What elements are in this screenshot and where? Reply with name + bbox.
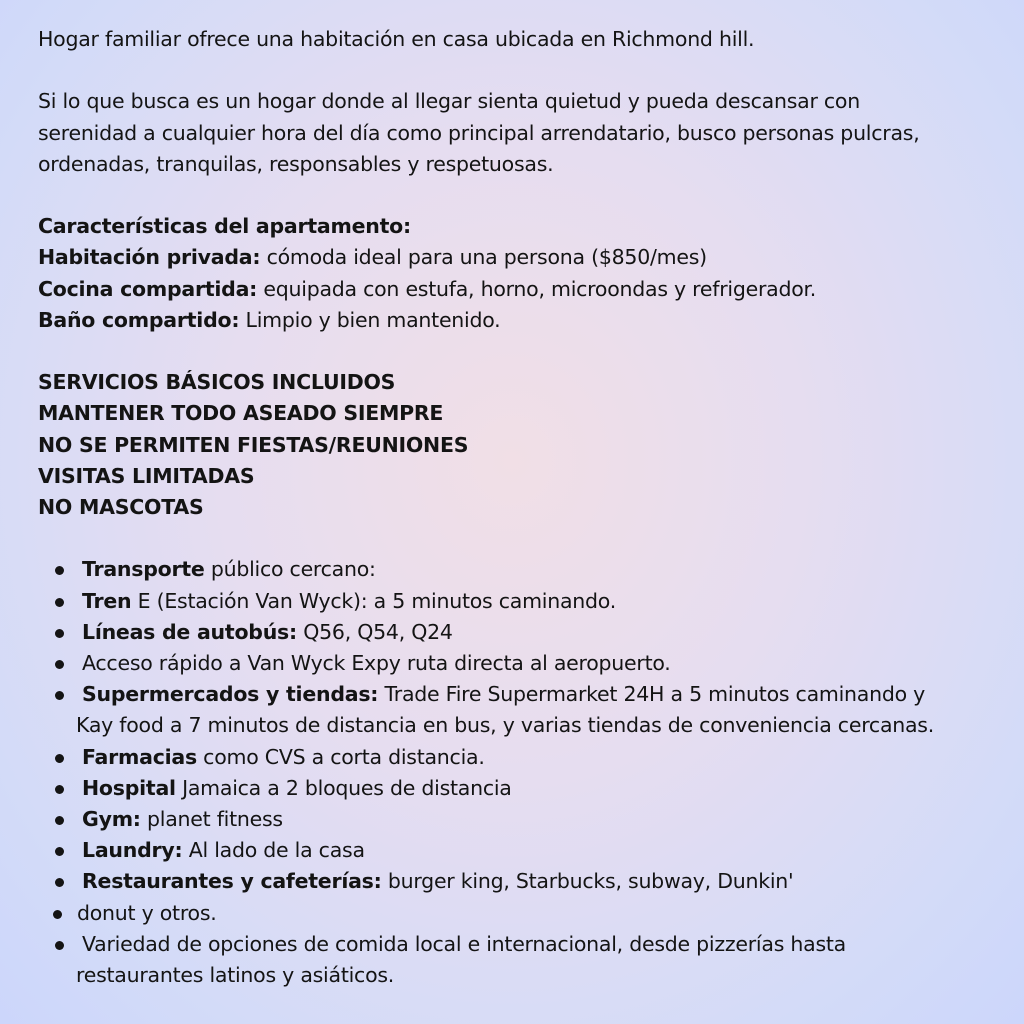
list-item-transport: Transporte público cercano: [38, 554, 998, 585]
list-item-supermarkets: Supermercados y tiendas: Trade Fire Supermarket 24H a 5 minutos caminando y Kay food a 7 minutos de distancia en bus, y varias tiendas de conveniencia cercanas. [38, 679, 998, 741]
spacer [38, 336, 998, 367]
features-heading: Características del apartamento: [38, 214, 411, 239]
bullet-icon [55, 847, 64, 856]
spacer [38, 180, 998, 211]
bullet-icon [55, 878, 64, 887]
bullet-icon [55, 566, 64, 575]
listing-document [38, 24, 998, 991]
bullet-icon [55, 598, 64, 607]
list-item-restaurants: Restaurantes y cafeterías: burger king, Starbucks, subway, Dunkin' [38, 866, 998, 897]
list-item-gym: Gym: planet fitness [38, 804, 998, 835]
list-item-donut: donut y otros. [38, 898, 998, 929]
rule-clean: MANTENER TODO ASEADO SIEMPRE [38, 401, 444, 426]
spacer [38, 523, 998, 554]
feature-bath [38, 305, 998, 336]
feature-kitchen-text: equipada con estufa, horno, microondas y refrigerador. [257, 276, 817, 301]
description-line: ordenadas, tranquilas, responsables y respetuosas. [38, 151, 554, 176]
feature-kitchen-label: Cocina compartida: [38, 276, 258, 301]
amenities-list [38, 554, 998, 991]
rule-no-parties: NO SE PERMITEN FIESTAS/REUNIONES [38, 432, 469, 457]
list-item-bus: Líneas de autobús: Q56, Q54, Q24 [38, 617, 998, 648]
rule-visits: VISITAS LIMITADAS [38, 463, 255, 488]
bullet-icon [55, 629, 64, 638]
bullet-icon [55, 785, 64, 794]
bullet-icon [55, 941, 64, 950]
feature-room-label: Habitación privada: [38, 245, 261, 270]
spacer [38, 55, 998, 86]
list-item-pharmacy: Farmacias como CVS a corta distancia. [38, 742, 998, 773]
intro-text: Hogar familiar ofrece una habitación en casa ubicada en Richmond hill. [38, 27, 755, 51]
bullet-icon [53, 910, 62, 919]
rule-services: SERVICIOS BÁSICOS INCLUIDOS [38, 370, 396, 395]
list-item-variety: Variedad de opciones de comida local e internacional, desde pizzerías hasta restaurantes latinos y asiáticos. [38, 929, 998, 991]
list-item-train: Tren E (Estación Van Wyck): a 5 minutos caminando. [38, 586, 998, 617]
description-line: Si lo que busca es un hogar donde al llegar sienta quietud y pueda descansar con [38, 89, 860, 114]
description-line: serenidad a cualquier hora del día como principal arrendatario, busco personas pulcras, [38, 120, 920, 145]
feature-bath-label: Baño compartido: [38, 307, 240, 332]
list-item-laundry: Laundry: Al lado de la casa [38, 835, 998, 866]
bullet-icon [55, 660, 64, 669]
bullet-icon [55, 816, 64, 825]
bullet-icon [55, 754, 64, 763]
rule-no-pets: NO MASCOTAS [38, 495, 204, 519]
feature-room-text: cómoda ideal para una persona ($850/mes) [260, 245, 707, 270]
bullet-icon [55, 691, 64, 700]
list-item-continuation: Kay food a 7 minutos de distancia en bus, y varias tiendas de conveniencia cercanas. [76, 713, 935, 738]
list-item-expressway: Acceso rápido a Van Wyck Expy ruta directa al aeropuerto. [38, 648, 998, 679]
feature-kitchen [38, 274, 998, 305]
feature-room [38, 242, 998, 273]
feature-bath-text: Limpio y bien mantenido. [239, 307, 501, 332]
list-item-continuation: restaurantes latinos y asiáticos. [76, 963, 395, 988]
list-item-hospital: Hospital Jamaica a 2 bloques de distancia [38, 773, 998, 804]
